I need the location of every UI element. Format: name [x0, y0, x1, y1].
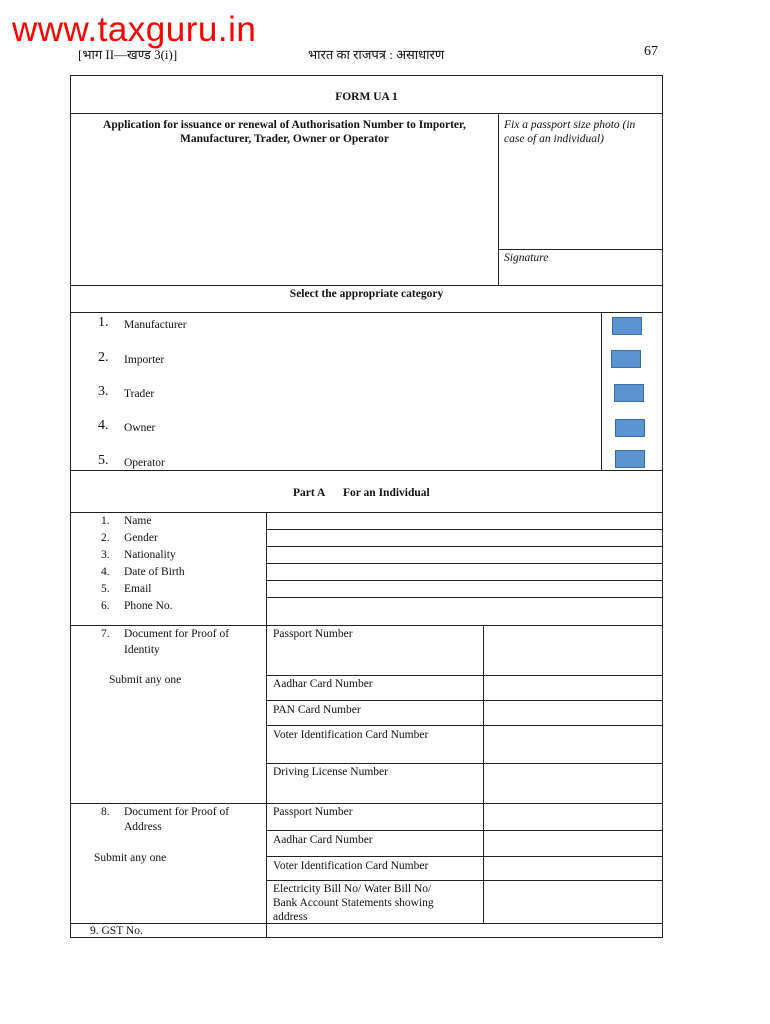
address-label-line1: Document for Proof of [124, 806, 230, 818]
address-num: 8. [101, 806, 110, 818]
photo-instruction-line2: case of an individual) [504, 133, 604, 145]
identity-option-voter: Voter Identification Card Number [273, 729, 429, 741]
field-email-num: 5. [101, 583, 110, 595]
checkbox-importer[interactable] [611, 350, 641, 368]
checkbox-operator[interactable] [615, 450, 645, 468]
field-gender-num: 2. [101, 532, 110, 544]
field-phone-num: 6. [101, 600, 110, 612]
part-a-subtitle: For an Individual [343, 487, 430, 499]
gazette-title: भारत का राजपत्र : असाधारण [308, 47, 445, 62]
identity-option-passport: Passport Number [273, 628, 353, 640]
application-title-line2: Manufacturer, Trader, Owner or Operator [180, 133, 389, 145]
identity-label-line2: Identity [124, 644, 160, 656]
gazette-part-label: [भाग II—खण्ड 3(i)] [78, 47, 178, 62]
category-heading: Select the appropriate category [289, 288, 444, 300]
application-title-line1: Application for issuance or renewal of Authorisation Number to Importer, [103, 119, 466, 131]
address-option-electricity-line3: address [273, 911, 308, 923]
checkbox-trader[interactable] [614, 384, 644, 402]
field-nationality-label: Nationality [124, 549, 176, 561]
field-phone-label: Phone No. [124, 600, 173, 612]
address-option-voter: Voter Identification Card Number [273, 860, 429, 872]
address-option-passport: Passport Number [273, 806, 353, 818]
part-a-label: Part A [293, 487, 326, 499]
field-dob-label: Date of Birth [124, 566, 185, 578]
form-title: FORM UA 1 [335, 91, 398, 103]
identity-option-pan: PAN Card Number [273, 704, 361, 716]
identity-num: 7. [101, 628, 110, 640]
signature-label: Signature [504, 252, 549, 264]
address-option-electricity-line2: Bank Account Statements showing [273, 897, 434, 909]
address-option-electricity-line1: Electricity Bill No/ Water Bill No/ [273, 883, 432, 895]
identity-submit-note: Submit any one [109, 674, 182, 686]
watermark-text: www.taxguru.in [12, 10, 257, 49]
field-name-label: Name [124, 515, 152, 527]
address-label-line2: Address [124, 821, 162, 833]
page-number: 67 [644, 44, 658, 59]
photo-instruction-line1: Fix a passport size photo (in [504, 119, 636, 131]
field-gender-label: Gender [124, 532, 158, 544]
identity-option-driving: Driving License Number [273, 766, 388, 778]
checkbox-owner[interactable] [615, 419, 645, 437]
field-dob-num: 4. [101, 566, 110, 578]
identity-option-aadhar: Aadhar Card Number [273, 678, 373, 690]
identity-label-line1: Document for Proof of [124, 628, 230, 640]
field-nationality-num: 3. [101, 549, 110, 561]
address-submit-note: Submit any one [94, 852, 167, 864]
field-name-num: 1. [101, 515, 110, 527]
field-email-label: Email [124, 583, 152, 595]
checkbox-manufacturer[interactable] [612, 317, 642, 335]
address-option-aadhar: Aadhar Card Number [273, 834, 373, 846]
gst-label: 9. GST No. [90, 925, 143, 937]
